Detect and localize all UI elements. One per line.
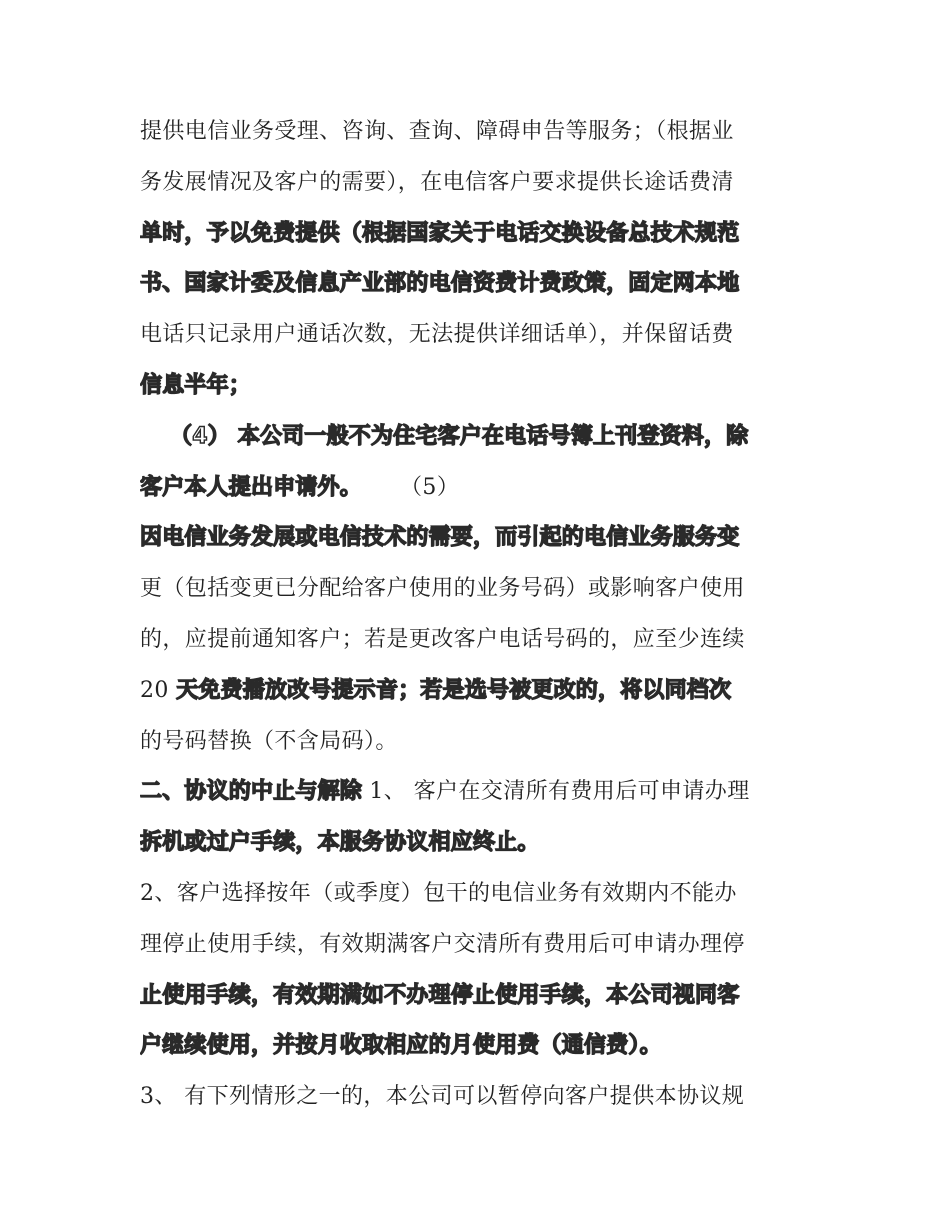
text-line (140, 971, 820, 1022)
text-line (140, 818, 820, 869)
text-segment: 更（包括变更已分配给客户使用的业务号码）或影响客户使用 (140, 576, 745, 602)
text-segment-outlined: 单时，予以免费提供（根据国家关于电话交换设备总技术规范 (140, 220, 740, 246)
text-line (140, 920, 820, 971)
text-line (140, 259, 820, 310)
text-line (140, 513, 820, 564)
text-line (140, 158, 820, 209)
text-line (140, 412, 820, 463)
text-line (140, 615, 820, 666)
text-line (140, 564, 820, 615)
text-segment-outlined: 天免费播放改号提示音；若是选号被更改的，将以同档次 (176, 677, 732, 703)
text-segment: 提供电信业务受理、咨询、查询、障碍申告等服务；（根据业 (140, 119, 734, 144)
text-segment: 2、客户选择按年（或季度）包干的电信业务有效期内不能办 (140, 880, 737, 906)
text-line (140, 463, 820, 514)
text-line (140, 107, 820, 158)
text-line (140, 717, 820, 768)
text-segment: 3、 有下列情形之一的，本公司可以暂停向客户提供本协议规 (140, 1084, 745, 1110)
text-segment-outlined: 户继续使用，并按月收取相应的月使用费（通信费）。 (140, 1033, 662, 1059)
text-segment-outlined: 止使用手续，有效期满如不办理停止使用手续，本公司视同客 (140, 982, 740, 1008)
text-segment: （5） (400, 474, 460, 500)
text-line (140, 869, 820, 920)
text-segment: 务发展情况及客户的需要），在电信客户要求提供长途话费清 (140, 169, 734, 195)
text-segment-outlined: 书、国家计委及信息产业部的电信资费计费政策，固定网本地 (140, 271, 740, 297)
text-segment: 20 (140, 677, 177, 703)
text-line (140, 767, 820, 818)
text-segment: 1、 客户在交清所有费用后可申请办理 (362, 779, 750, 805)
text-segment-outlined: （4） 本公司一般不为住宅客户在电话号簿上刊登资料，除 (170, 423, 749, 449)
text-line (140, 1021, 820, 1072)
text-line (140, 1072, 820, 1123)
text-line (140, 361, 820, 412)
text-line (140, 209, 820, 260)
text-segment-outlined: 客户本人提出申请外。 (140, 474, 363, 500)
text-segment: 理停止使用手续，有效期满客户交清所有费用后可申请办理停 (140, 931, 745, 957)
document-body (140, 107, 820, 1123)
text-line (140, 666, 820, 717)
text-segment-outlined: 拆机或过户手续，本服务协议相应终止。 (140, 830, 540, 856)
text-segment: 电话只记录用户通话次数，无法提供详细话单），并保留话费 (140, 322, 734, 348)
text-segment: 的，应提前通知客户；若是更改客户电话号码的，应至少连续 (140, 626, 745, 652)
text-line (140, 310, 820, 361)
text-segment-outlined: 因电信业务发展或电信技术的需要，而引起的电信业务服务变 (140, 525, 740, 551)
text-segment-outlined: 二、协议的中止与解除 (140, 779, 363, 805)
text-segment: 的号码替换（不含局码）。 (140, 728, 398, 754)
text-segment-outlined: 信息半年； (140, 372, 252, 398)
